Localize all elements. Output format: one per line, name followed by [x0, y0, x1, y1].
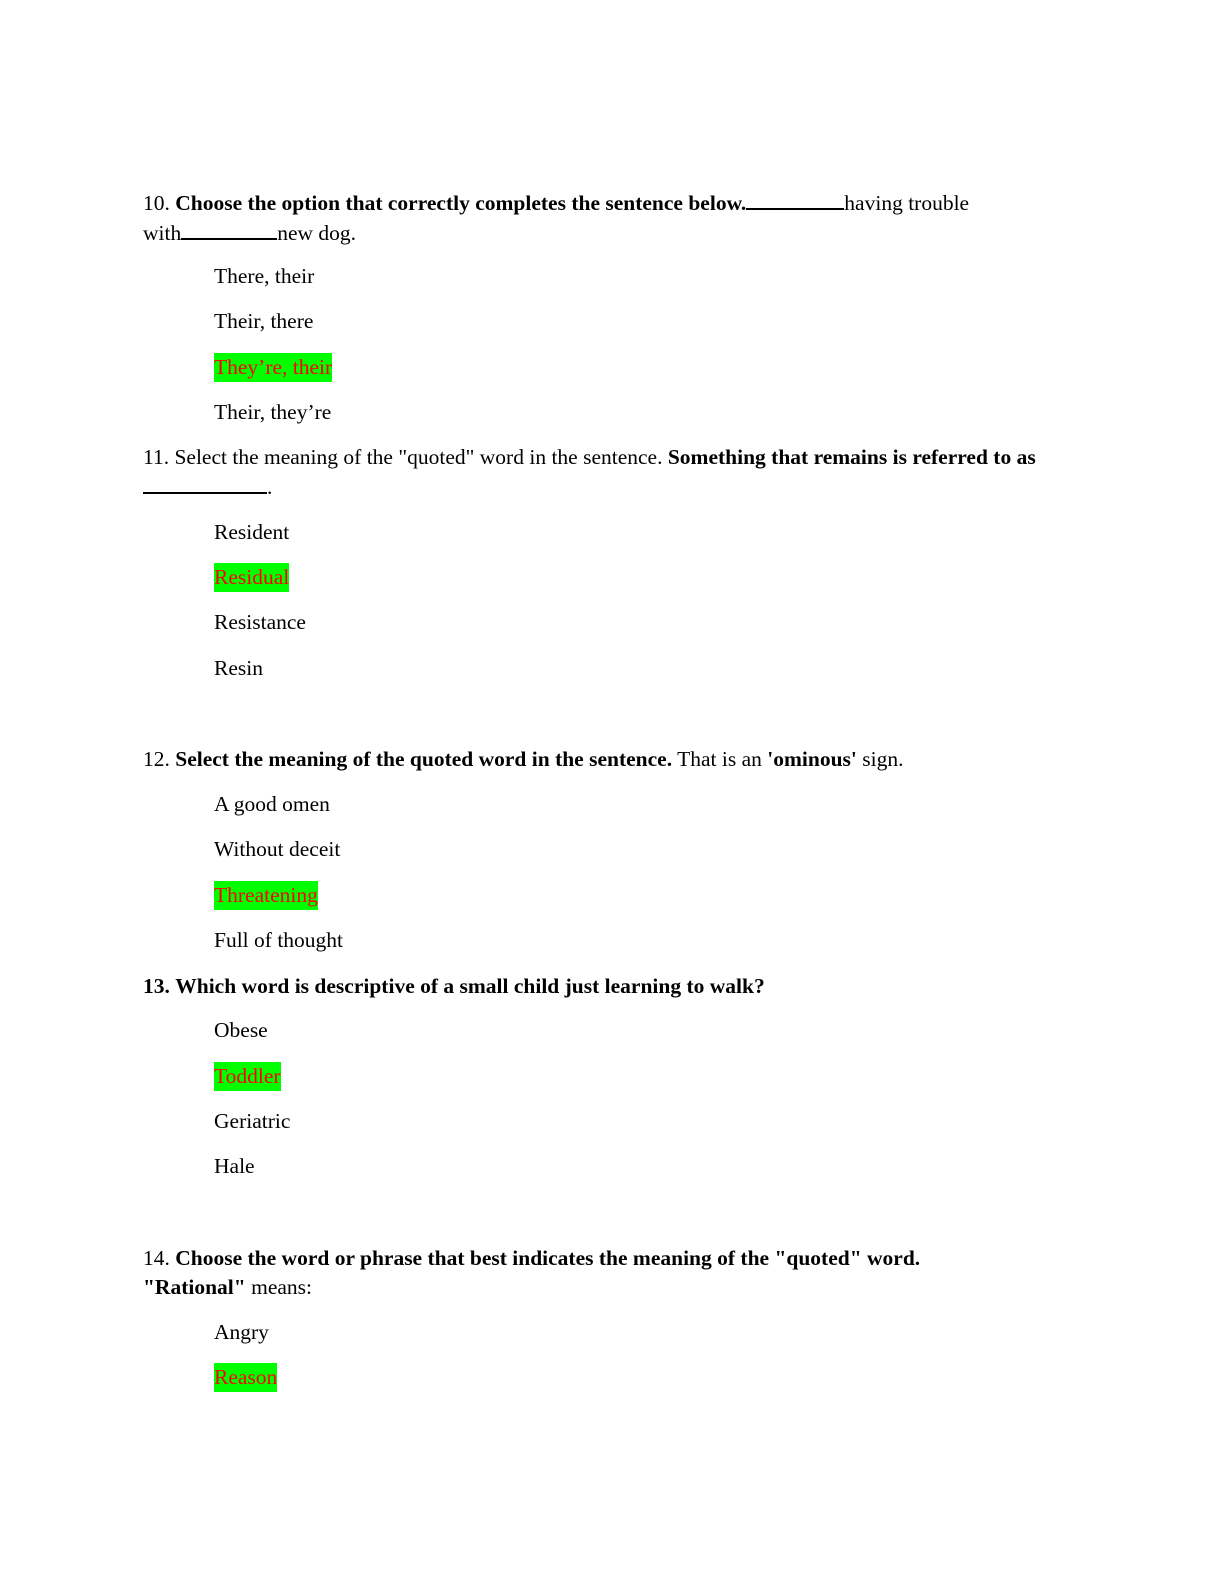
question-10: [143, 188, 1063, 248]
question-13: [143, 972, 1063, 1001]
answer-blank: [181, 218, 277, 240]
quoted-word: 'ominous': [767, 747, 857, 771]
question-14: [143, 1244, 1063, 1302]
question-text: with: [143, 221, 182, 245]
option-13-b-correct[interactable]: Toddler: [214, 1062, 281, 1091]
question-12: [143, 745, 1063, 774]
option-14-b-correct[interactable]: Reason: [214, 1363, 277, 1392]
option-11-d[interactable]: Resin: [214, 656, 263, 680]
option-13-d[interactable]: Hale: [214, 1154, 255, 1178]
option-14-a[interactable]: Angry: [214, 1320, 269, 1344]
option-12-b[interactable]: Without deceit: [214, 837, 341, 861]
option-13-a[interactable]: Obese: [214, 1018, 268, 1042]
quoted-word: "Rational": [143, 1275, 246, 1299]
question-text: That is an: [677, 747, 762, 771]
question-text: sign.: [862, 747, 904, 771]
answer-blank: [746, 188, 844, 210]
option-10-b[interactable]: Their, there: [214, 309, 314, 333]
question-text: .: [267, 475, 273, 499]
option-10-d[interactable]: Their, they’re: [214, 400, 332, 424]
question-text: Select the meaning of the "quoted" word in the sentence.: [174, 445, 663, 469]
question-prompt: Which word is descriptive of a small child just learning to walk?: [175, 974, 765, 998]
option-12-a[interactable]: A good omen: [214, 792, 330, 816]
option-11-b-correct[interactable]: Residual: [214, 563, 289, 592]
option-12-c-correct[interactable]: Threatening: [214, 881, 318, 910]
answer-blank: [143, 472, 267, 494]
option-11-c[interactable]: Resistance: [214, 610, 306, 634]
question-prompt: Select the meaning of the quoted word in the sentence.: [175, 747, 673, 771]
question-number: 11.: [143, 445, 170, 469]
question-number: 12.: [143, 747, 170, 771]
question-11: [143, 443, 1063, 502]
question-number: 10.: [143, 191, 170, 215]
question-text: having trouble: [844, 191, 970, 215]
option-10-c-correct[interactable]: They’re, their: [214, 353, 332, 382]
question-prompt: Something that remains is referred to as: [667, 445, 1036, 469]
question-number: 14.: [143, 1246, 170, 1270]
question-number: 13.: [143, 974, 170, 998]
option-11-a[interactable]: Resident: [214, 520, 290, 544]
option-13-c[interactable]: Geriatric: [214, 1109, 291, 1133]
question-text: means:: [251, 1275, 312, 1299]
option-10-a[interactable]: There, their: [214, 264, 315, 288]
option-12-d[interactable]: Full of thought: [214, 928, 344, 952]
question-prompt: Choose the word or phrase that best indicates the meaning of the "quoted" word.: [175, 1246, 921, 1270]
question-prompt: Choose the option that correctly completes the sentence below.: [175, 191, 747, 215]
question-text: new dog.: [277, 221, 357, 245]
